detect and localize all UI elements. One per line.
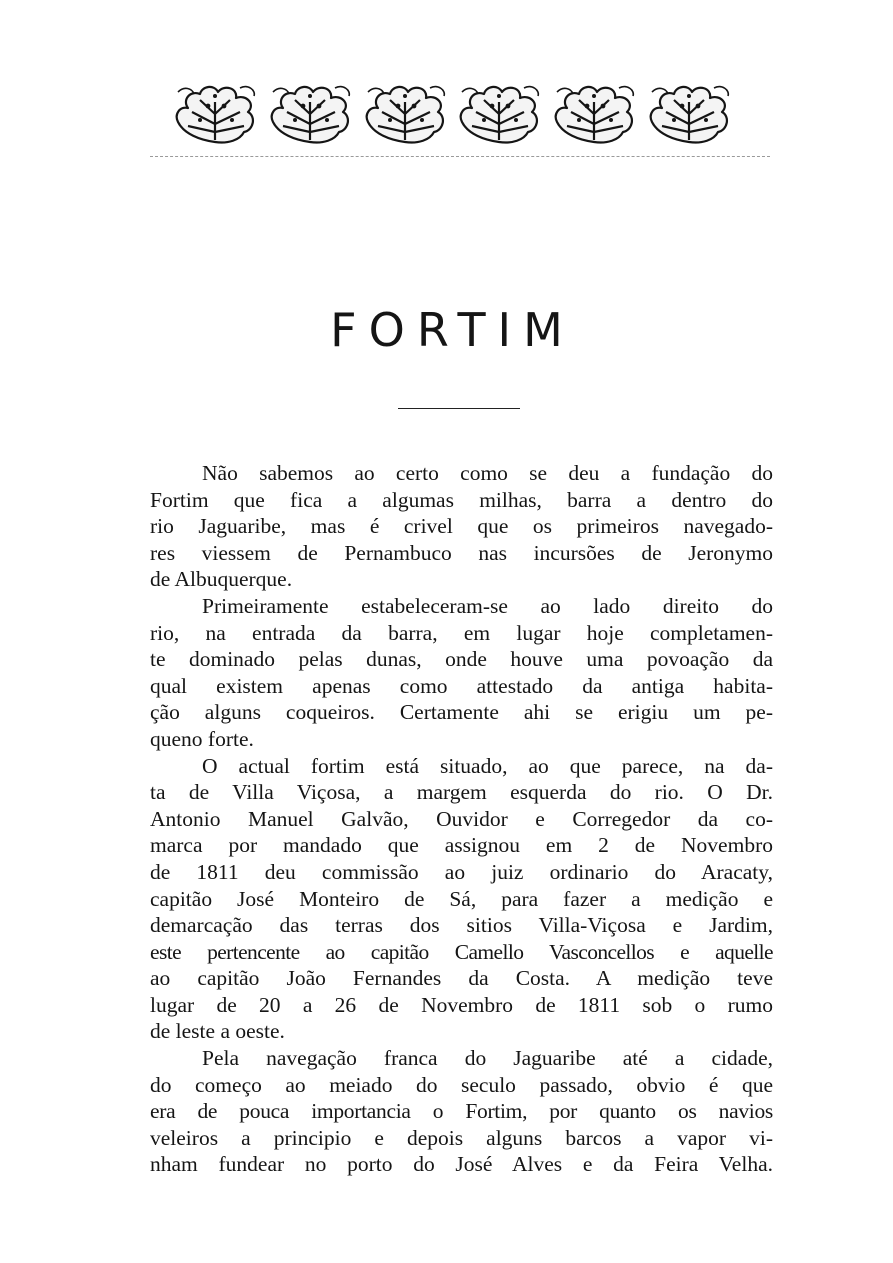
text-line: queno forte.: [150, 726, 254, 751]
text-line: este pertencente ao capitão Camello Vasconcellos e aquelle: [150, 939, 773, 964]
text-line: Não sabemos ao certo como se deu a fundação do: [202, 461, 773, 485]
text-line: de leste a oeste.: [150, 1019, 285, 1044]
text-line: capitão José Monteiro de Sá, para fazer a medição e: [150, 886, 773, 911]
text-line: rio Jaguaribe, mas é crivel que os primeiros navegado-: [150, 514, 773, 539]
vine-leaf-icon: [454, 84, 544, 146]
text-line: nham fundear no porto do José Alves e da Feira Velha.: [150, 1152, 773, 1177]
text-line: demarcação das terras dos sitios Villa-Viçosa e Jardim,: [150, 913, 773, 938]
vine-leaf-icon: [644, 84, 734, 146]
text-line: era de pouca importancia o Fortim, por quanto os navios: [150, 1099, 773, 1124]
ornament-divider: [150, 156, 770, 157]
title-divider: [398, 408, 520, 409]
text-line: qual existem apenas como attestado da antiga habita-: [150, 673, 773, 698]
text-line: Antonio Manuel Galvão, Ouvidor e Corregedor da co-: [150, 806, 773, 831]
text-line: ção alguns coqueiros. Certamente ahi se erigiu um pe-: [150, 700, 773, 725]
body-text: [150, 460, 773, 1178]
vine-leaf-icon: [265, 84, 355, 146]
text-line: te dominado pelas dunas, onde houve uma povoação da: [150, 647, 773, 672]
text-line: lugar de 20 a 26 de Novembro de 1811 sob o rumo: [150, 992, 773, 1017]
text-line: res viessem de Pernambuco nas incursões de Jeronymo: [150, 540, 773, 565]
text-line: de 1811 deu commissão ao juiz ordinario do Aracaty,: [150, 859, 773, 884]
text-line: rio, na entrada da barra, em lugar hoje completamen-: [150, 620, 773, 645]
text-line: de Albuquerque.: [150, 567, 293, 592]
text-line: ao capitão João Fernandes da Costa. A medição teve: [150, 966, 773, 991]
text-line: do começo ao meiado do seculo passado, obvio é que: [150, 1072, 773, 1097]
text-line: veleiros a principio e depois alguns barcos a vapor vi-: [150, 1125, 773, 1150]
header-ornament: [170, 84, 734, 146]
vine-leaf-icon: [549, 84, 639, 146]
vine-leaf-icon: [360, 84, 450, 146]
page-title: FORTIM: [330, 303, 575, 357]
text-line: Primeiramente estabeleceram-se ao lado direito do: [202, 593, 773, 618]
text-line: marca por mandado que assignou em 2 de Novembro: [150, 833, 773, 858]
text-line: ta de Villa Viçosa, a margem esquerda do rio. O Dr.: [150, 780, 773, 805]
vine-leaf-icon: [170, 84, 260, 146]
text-line: Pela navegação franca do Jaguaribe até a cidade,: [202, 1046, 773, 1071]
text-line: Fortim que fica a algumas milhas, barra a dentro do: [150, 487, 773, 512]
text-line: O actual fortim está situado, ao que parece, na da-: [202, 753, 773, 778]
